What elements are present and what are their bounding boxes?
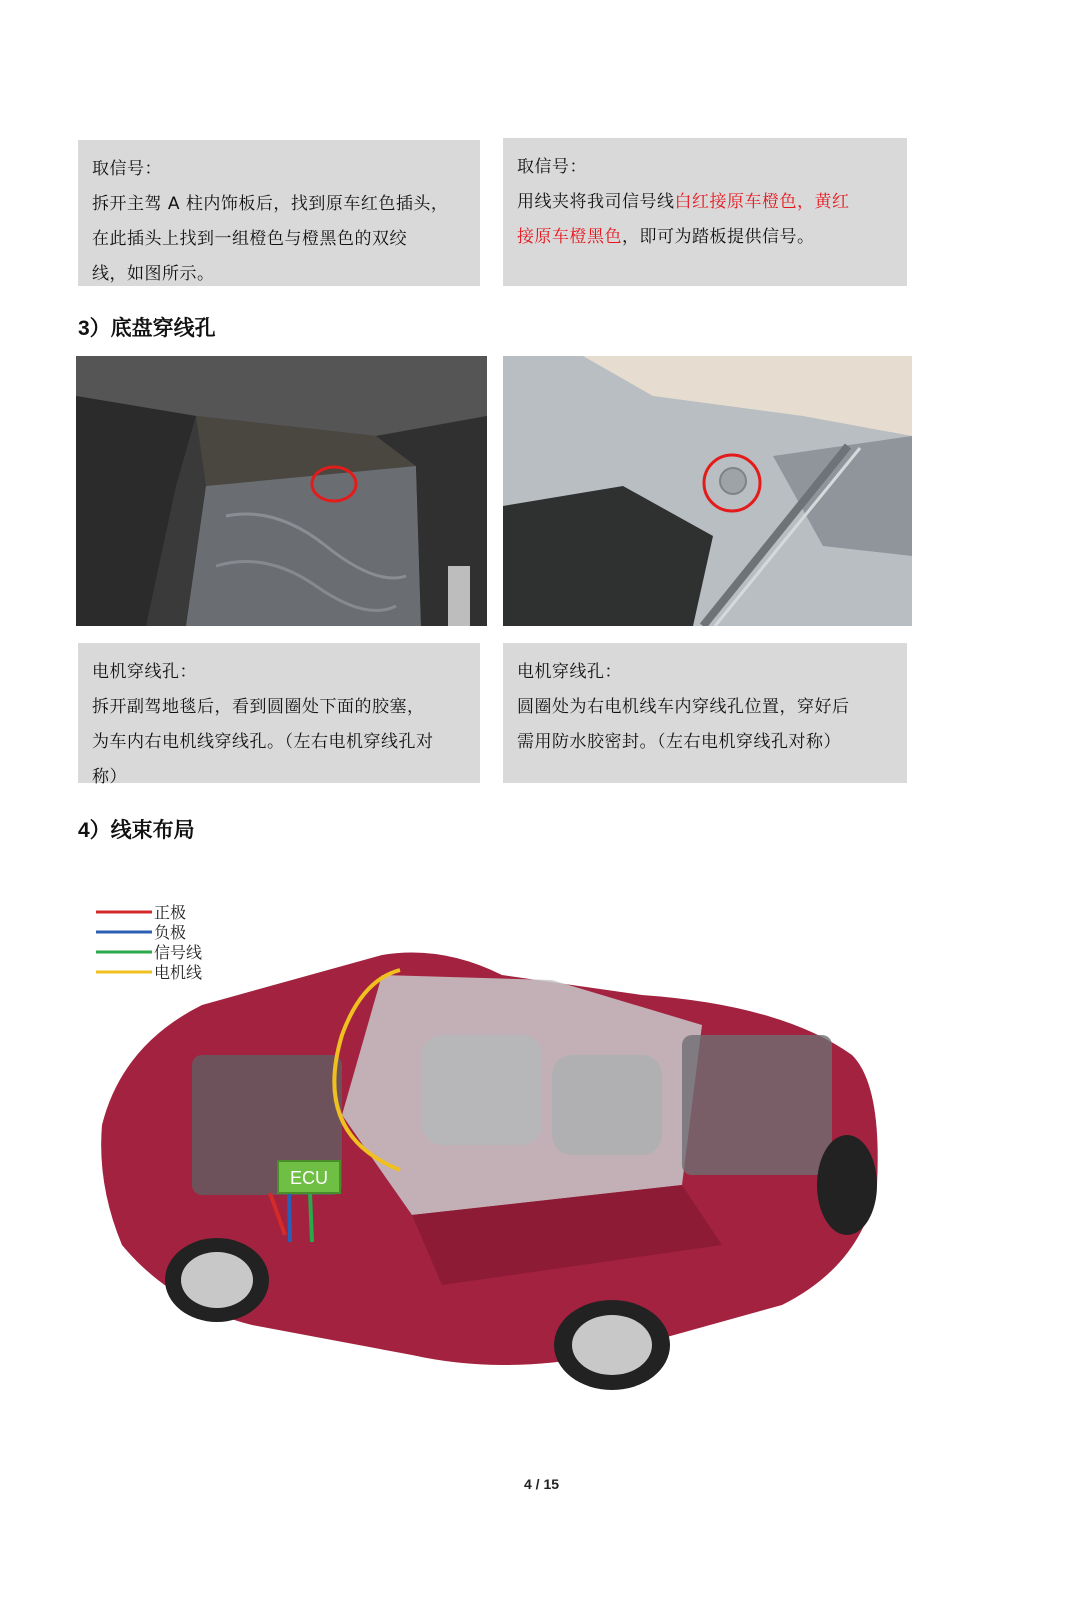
box-title: 取信号： bbox=[92, 159, 162, 179]
legend-label: 正极 bbox=[154, 903, 187, 922]
text-normal: ，即可为踏板提供信号。 bbox=[622, 227, 815, 247]
box-line: 为车内右电机线穿线孔。（左右电机穿线孔对 bbox=[92, 732, 434, 752]
box-line bbox=[517, 220, 893, 255]
motor-hole-box-left bbox=[78, 643, 480, 787]
box-line: 拆开主驾 A 柱内饰板后，找到原车红色插头， bbox=[92, 194, 449, 214]
box-line: 称） bbox=[92, 767, 127, 787]
box-line: 圆圈处为右电机线车内穿线孔位置，穿好后 bbox=[517, 697, 850, 717]
box-line: 需用防水胶密封。（左右电机穿线孔对称） bbox=[517, 732, 841, 752]
legend-label: 信号线 bbox=[154, 943, 203, 962]
motor-hole-box-right bbox=[503, 643, 907, 783]
photo-passenger-floor bbox=[76, 356, 487, 626]
section-heading-harness-layout: 4）线束布局 bbox=[78, 819, 195, 842]
box-title: 电机穿线孔： bbox=[92, 662, 197, 682]
ecu-label: ECU bbox=[289, 1168, 329, 1188]
signal-instruction-box-right bbox=[503, 138, 907, 286]
page-number: 4 / 15 bbox=[523, 1476, 560, 1492]
text-normal: 用线夹将我司信号线 bbox=[517, 192, 675, 212]
section-heading-chassis-holes: 3）底盘穿线孔 bbox=[78, 317, 216, 340]
text-highlight: 白红接原车橙色，黄红 bbox=[674, 192, 850, 212]
box-line: 线，如图所示。 bbox=[92, 264, 215, 284]
legend-label: 电机线 bbox=[154, 963, 203, 982]
box-title: 取信号： bbox=[517, 157, 587, 177]
wiring-diagram bbox=[82, 885, 888, 1425]
box-line: 拆开副驾地毯后，看到圆圈处下面的胶塞， bbox=[92, 697, 425, 717]
box-line bbox=[517, 185, 893, 220]
signal-instruction-box-left bbox=[78, 140, 480, 286]
box-line: 在此插头上找到一组橙色与橙黑色的双绞 bbox=[92, 229, 407, 249]
legend-label: 负极 bbox=[154, 923, 187, 942]
box-title: 电机穿线孔： bbox=[517, 662, 622, 682]
photo-underbody-hole bbox=[503, 356, 912, 626]
text-highlight: 接原车橙黑色 bbox=[517, 227, 622, 247]
